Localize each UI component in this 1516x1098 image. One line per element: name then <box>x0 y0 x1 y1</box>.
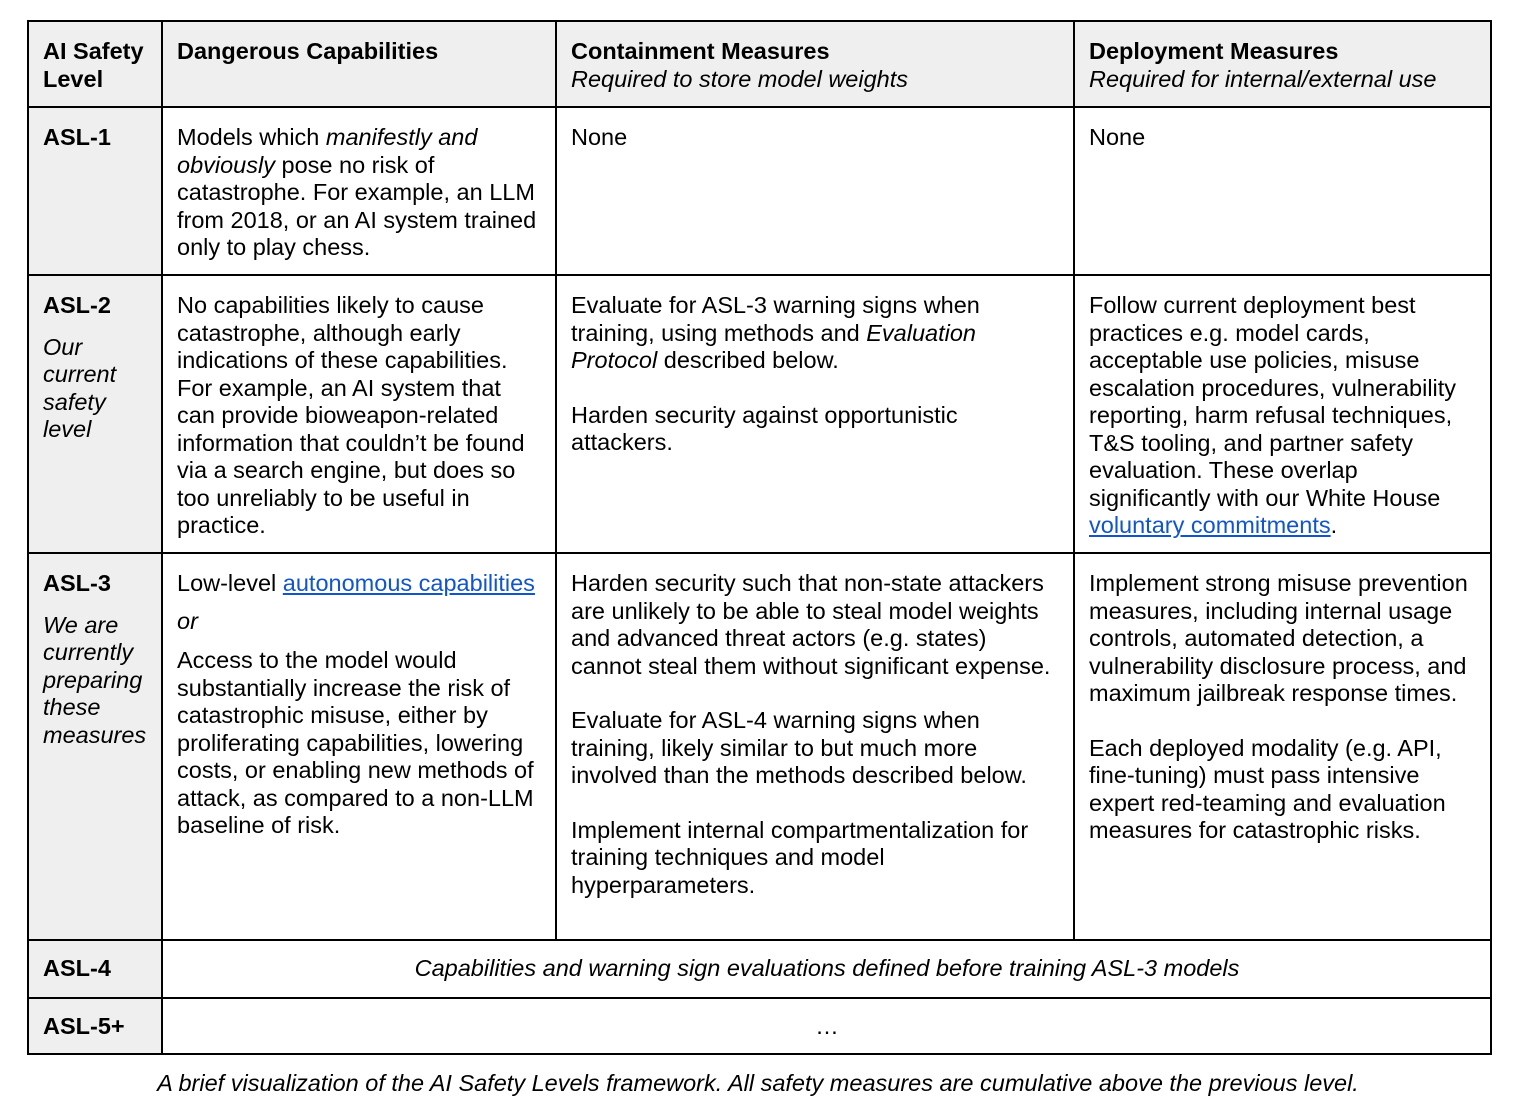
asl3-level-cell <box>28 553 162 940</box>
asl2-deployment-cell <box>1074 275 1491 553</box>
asl1-dangerous-pre: Models which <box>177 124 326 150</box>
asl3-dangerous-p1 <box>177 570 542 598</box>
header-level <box>28 21 162 107</box>
asl3-note: We are currently preparing these measures <box>43 611 147 748</box>
asl3-containment-p1: Harden security such that non-state attackers are unlikely to be able to steal model weights and advanced threat actors (e.g. states) cannot steal them without significant expense. <box>571 570 1051 679</box>
table-row-asl2 <box>28 275 1491 553</box>
asl1-dangerous-cell <box>162 107 556 275</box>
header-containment <box>556 21 1074 107</box>
header-deployment-title: Deployment Measures <box>1089 38 1339 64</box>
asl3-containment-p3: Implement internal compartmentalization for training techniques and model hyperparameters. <box>571 816 1029 898</box>
table-row-asl3 <box>28 553 1491 940</box>
table-row-asl5 <box>28 998 1491 1054</box>
header-level-label: AI Safety Level <box>43 38 144 92</box>
header-deployment-sub: Required for internal/external use <box>1089 65 1437 92</box>
asl5-level: ASL-5+ <box>43 1013 125 1039</box>
asl2-dangerous-cell <box>162 275 556 553</box>
asl3-level: ASL-3 <box>43 570 111 596</box>
asl1-dangerous-post: pose no risk of catastrophe. For example, an LLM from 2018, or an AI system trained only to play chess. <box>177 151 537 260</box>
asl2-containment-p1 <box>571 292 1060 375</box>
asl4-text-cell <box>162 940 1491 998</box>
asl5-text-cell <box>162 998 1491 1054</box>
asl1-containment-cell <box>556 107 1074 275</box>
header-containment-title: Containment Measures <box>571 38 830 64</box>
asl1-level: ASL-1 <box>43 124 111 150</box>
asl1-dangerous-em: manifestly and obviously <box>177 124 478 178</box>
asl3-dangerous-cell <box>162 553 556 940</box>
asl2-containment-p1-post: described below. <box>657 347 839 373</box>
header-deployment <box>1074 21 1491 107</box>
voluntary-commitments-link[interactable]: voluntary commitments <box>1089 512 1331 538</box>
asl2-deployment-pre: Follow current deployment best practices e.g. model cards, acceptable use policies, misuse escalation procedures, vulnerability reporting, harm refusal techniques, T&S tooling, and partner safety evaluation. These overlap significantly with our White House <box>1089 292 1457 511</box>
table-row-asl1 <box>28 107 1491 275</box>
asl3-containment-p2: Evaluate for ASL-4 warning signs when training, likely similar to but much more involved than the methods described below. <box>571 707 1027 788</box>
asl2-level-cell <box>28 275 162 553</box>
asl2-deployment-post: . <box>1330 512 1338 538</box>
asl1-containment: None <box>571 124 628 150</box>
table-row-asl4 <box>28 940 1491 998</box>
header-row <box>28 21 1491 107</box>
asl3-deployment-p2: Each deployed modality (e.g. API, fine-tuning) must pass intensive expert red-teaming and evaluation measures for catastrophic risks. <box>1089 734 1446 843</box>
header-dangerous-label: Dangerous Capabilities <box>177 38 439 64</box>
asl1-level-cell <box>28 107 162 275</box>
header-dangerous <box>162 21 556 107</box>
asl3-dangerous-p2: Access to the model would substantially increase the risk of catastrophic misuse, either by proliferating capabilities, lowering costs, or enabling new methods of attack, as compared to a non-LLM baseline of risk. <box>177 647 534 838</box>
asl2-containment-p1-em: Evaluation Protocol <box>571 319 976 373</box>
asl1-deployment-cell <box>1074 107 1491 275</box>
asl2-containment-cell <box>556 275 1074 553</box>
asl4-level: ASL-4 <box>43 955 111 981</box>
asl4-level-cell <box>28 940 162 998</box>
asl3-deployment-p1: Implement strong misuse prevention measures, including internal usage controls, automated detection, a vulnerability disclosure process, and maximum jailbreak response times. <box>1089 570 1468 706</box>
header-containment-sub: Required to store model weights <box>571 65 909 92</box>
asl1-deployment: None <box>1089 124 1146 150</box>
asl2-level: ASL-2 <box>43 292 111 318</box>
asl5-level-cell <box>28 998 162 1054</box>
asl3-containment-cell <box>556 553 1074 940</box>
asl2-containment-p1-pre: Evaluate for ASL-3 warning signs when training, using methods and <box>571 292 980 346</box>
asl3-dangerous-or: or <box>177 607 198 634</box>
asl2-dangerous: No capabilities likely to cause catastrophe, although early indications of these capabilities. For example, an AI system that can provide bioweapon-related information that couldn’t be found via a search engine, but does so too unreliably to be useful in practice. <box>177 292 525 538</box>
figure-caption: A brief visualization of the AI Safety Levels framework. All safety measures are cumulative above the previous level. <box>157 1070 1359 1096</box>
asl4-text: Capabilities and warning sign evaluations defined before training ASL-3 models <box>414 955 1240 981</box>
asl-table <box>27 20 1492 1055</box>
asl5-text: … <box>815 1013 839 1039</box>
asl2-note: Our current safety level <box>43 333 117 442</box>
autonomous-capabilities-link[interactable]: autonomous capabilities <box>282 570 535 596</box>
asl3-dangerous-pre: Low-level <box>177 570 283 596</box>
asl2-containment-p2: Harden security against opportunistic attackers. <box>571 401 958 455</box>
asl3-deployment-cell <box>1074 553 1491 940</box>
